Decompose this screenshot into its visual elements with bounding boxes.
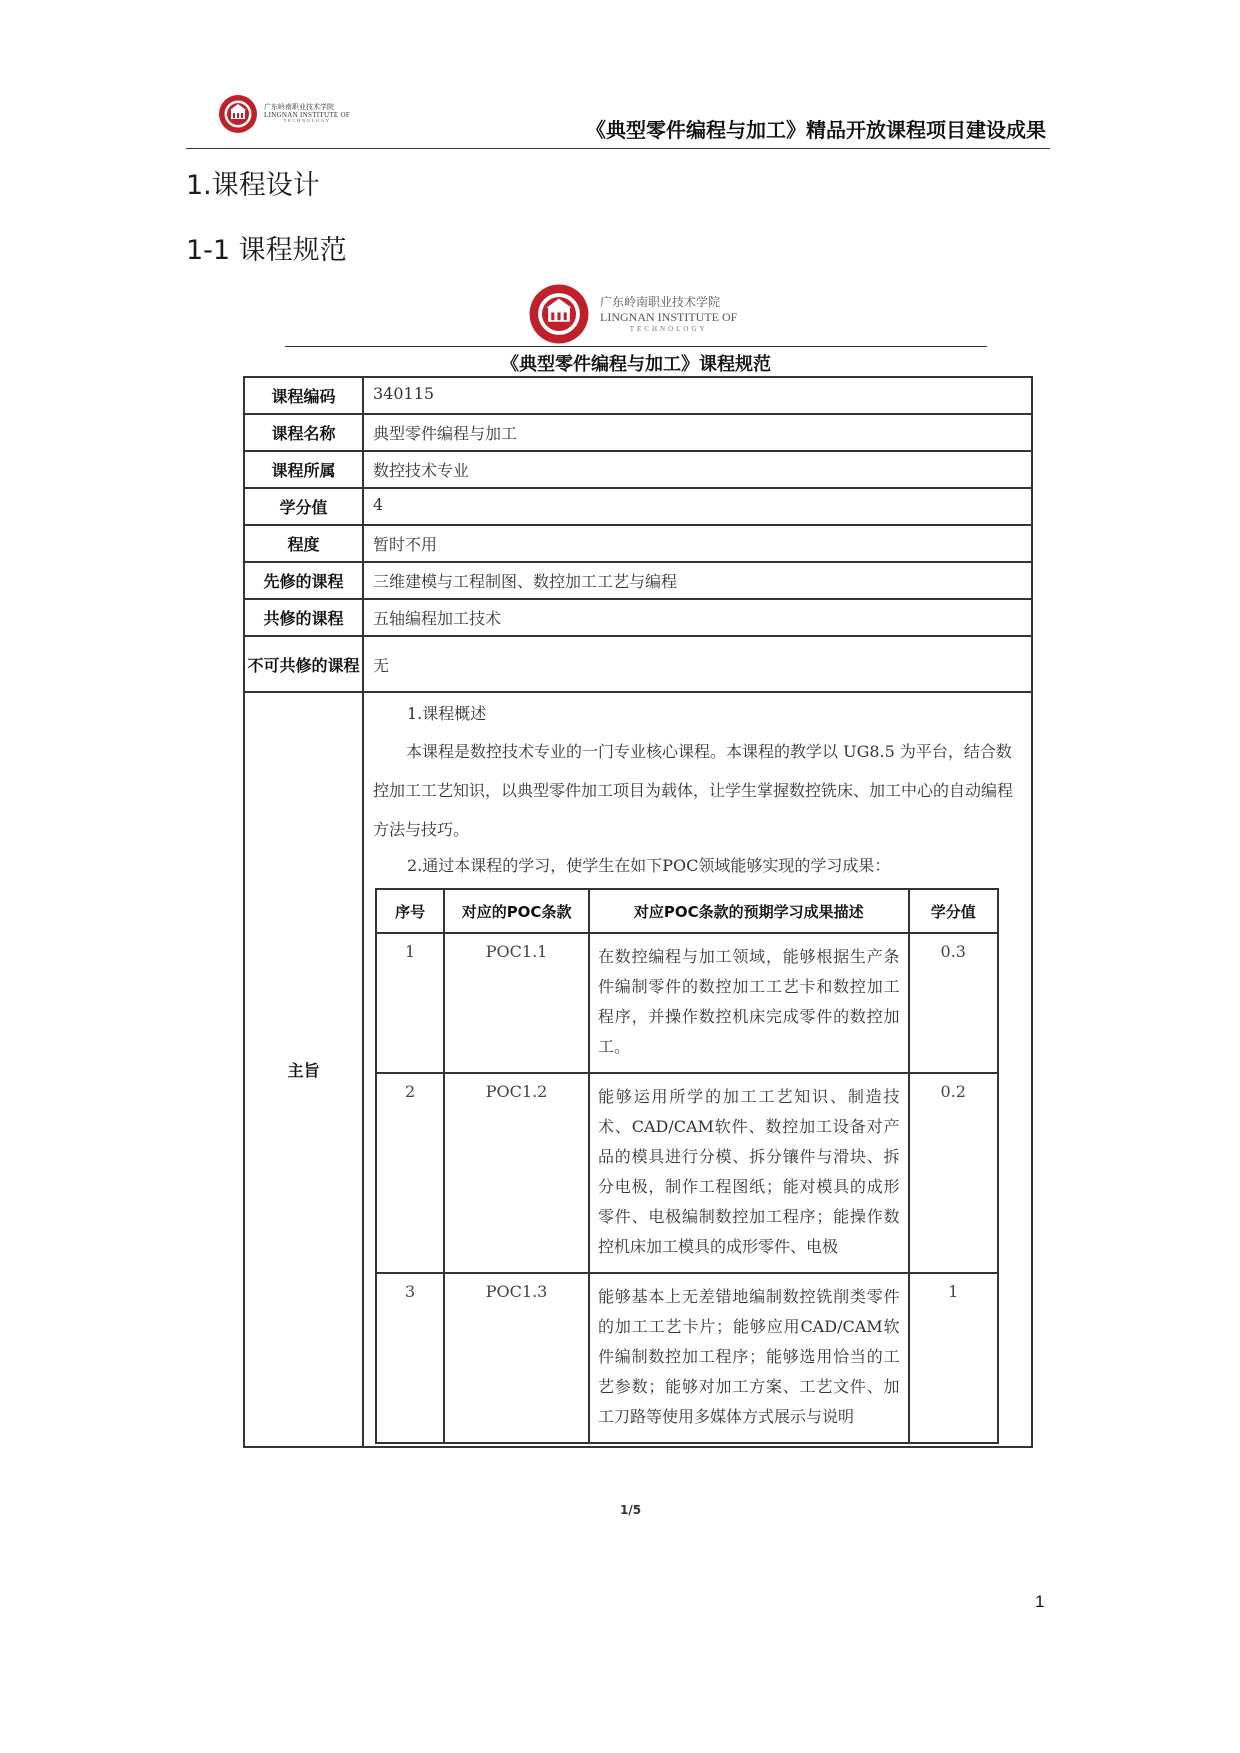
row-label: 不可共修的课程 xyxy=(244,636,363,692)
table-row xyxy=(244,692,1032,1447)
poc-clause: POC1.3 xyxy=(444,1273,589,1443)
table-row xyxy=(244,488,1032,525)
org-name-en-2: TECHNOLOGY xyxy=(283,117,331,123)
row-label: 课程编码 xyxy=(244,377,363,414)
document-logo xyxy=(528,283,737,345)
row-value: 典型零件编程与加工 xyxy=(363,414,1032,451)
document-title: 《典型零件编程与加工》课程规范 xyxy=(501,354,771,375)
overview-heading: 1.课程概述 xyxy=(407,704,487,723)
school-seal-icon xyxy=(218,94,258,134)
row-value: 340115 xyxy=(363,377,1032,414)
poc-clause: POC1.2 xyxy=(444,1073,589,1273)
poc-header-credit: 学分值 xyxy=(909,889,998,933)
table-row xyxy=(244,599,1032,636)
overview-text: 本课程是数控技术专业的一门专业核心课程。本课程的教学以 UG8.5 为平台，结合数控加工工艺知识，以典型零件加工项目为载体，让学生掌握数控铣床、加工中心的自动编程方法与技巧。 xyxy=(373,742,1014,839)
doc-org-name-en: LINGNAN INSTITUTE OF xyxy=(600,309,738,324)
page-header xyxy=(186,90,1050,149)
row-label: 程度 xyxy=(244,525,363,562)
subsection-title: 1-1 课程规范 xyxy=(186,235,347,266)
table-row xyxy=(376,933,998,1073)
poc-desc: 能够基本上无差错地编制数控铣削类零件的加工工艺卡片；能够应用CAD/CAM软件编制数控加工程序；能够选用恰当的工艺参数；能够对加工方案、工艺文件、加工刀路等使用多媒体方式展示与说明 xyxy=(589,1273,909,1443)
purpose-content xyxy=(363,692,1032,1447)
doc-org-name-cn: 广东岭南职业技术学院 xyxy=(600,294,721,309)
header-title: 《典型零件编程与加工》精品开放课程项目建设成果 xyxy=(586,118,1046,142)
poc-header-desc: 对应POC条款的预期学习成果描述 xyxy=(589,889,909,933)
course-spec-table xyxy=(243,376,1033,1448)
poc-desc: 能够运用所学的加工工艺知识、制造技术、CAD/CAM软件、数控加工设备对产品的模具进行分模、拆分镶件与滑块、拆分电极，制作工程图纸；能对模具的成形零件、电极编制数控加工程序；能操作数控机床加工模具的成形零件、电极 xyxy=(589,1073,909,1273)
row-value: 4 xyxy=(363,488,1032,525)
purpose-label: 主旨 xyxy=(244,692,363,1447)
section-title: 1.课程设计 xyxy=(186,170,320,201)
row-label: 共修的课程 xyxy=(244,599,363,636)
poc-credit: 0.2 xyxy=(909,1073,998,1273)
poc-no: 3 xyxy=(376,1273,444,1443)
table-row xyxy=(244,525,1032,562)
header-logo xyxy=(218,94,350,134)
poc-credit: 1 xyxy=(909,1273,998,1443)
table-row xyxy=(244,636,1032,692)
table-row xyxy=(244,377,1032,414)
poc-table xyxy=(375,888,999,1444)
row-label: 课程所属 xyxy=(244,451,363,488)
row-label: 学分值 xyxy=(244,488,363,525)
inner-page-number: 1/5 xyxy=(620,1503,642,1517)
poc-header-row xyxy=(376,889,998,933)
row-value: 无 xyxy=(363,636,1032,692)
outcomes-heading: 2.通过本课程的学习，使学生在如下POC领域能够实现的学习成果： xyxy=(407,856,891,875)
poc-clause: POC1.1 xyxy=(444,933,589,1073)
table-row xyxy=(244,562,1032,599)
poc-desc: 在数控编程与加工领域，能够根据生产条件编制零件的数控加工工艺卡和数控加工程序，并操作数控机床完成零件的数控加工。 xyxy=(589,933,909,1073)
row-value: 五轴编程加工技术 xyxy=(363,599,1032,636)
table-row xyxy=(376,1073,998,1273)
poc-header-clause: 对应的POC条款 xyxy=(444,889,589,933)
poc-header-no: 序号 xyxy=(376,889,444,933)
table-row xyxy=(244,451,1032,488)
row-value: 数控技术专业 xyxy=(363,451,1032,488)
document-divider xyxy=(285,346,987,347)
table-row xyxy=(376,1273,998,1443)
poc-credit: 0.3 xyxy=(909,933,998,1073)
org-name-en: LINGNAN INSTITUTE OF xyxy=(264,110,351,119)
doc-org-name-en-2: TECHNOLOGY xyxy=(629,324,708,333)
row-label: 先修的课程 xyxy=(244,562,363,599)
school-seal-icon xyxy=(528,283,590,345)
poc-no: 2 xyxy=(376,1073,444,1273)
poc-no: 1 xyxy=(376,933,444,1073)
page-number: 1 xyxy=(1035,1592,1045,1611)
org-name-cn: 广东岭南职业技术学院 xyxy=(264,103,334,112)
row-value: 暂时不用 xyxy=(363,525,1032,562)
row-value: 三维建模与工程制图、数控加工工艺与编程 xyxy=(363,562,1032,599)
table-row xyxy=(244,414,1032,451)
row-label: 课程名称 xyxy=(244,414,363,451)
